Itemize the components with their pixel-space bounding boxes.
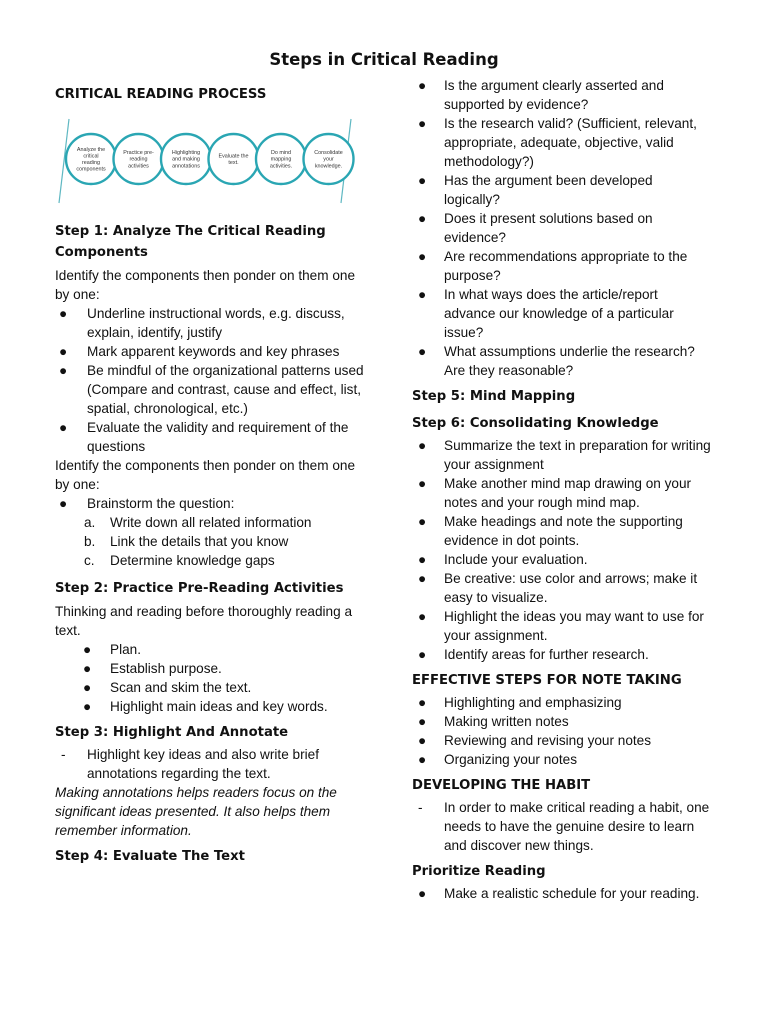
list-item [412,76,712,114]
bullet-text: Reviewing and revising your notes [444,733,652,748]
bullet-icon: ● [418,287,427,302]
step2-intro: Thinking and reading before thoroughly reading a text. [55,604,353,638]
bullet-text: Be creative: use color and arrows; make it easy to visualize. [444,571,698,605]
step-circle-label: reading [82,160,100,166]
process-diagram [55,115,355,207]
bullet-icon: ● [83,699,92,714]
sub-list-item [55,551,365,570]
list-item [412,607,712,645]
dash-marker: - [61,747,66,762]
bullet-icon: ● [418,733,427,748]
page-title: Steps in Critical Reading [269,50,499,69]
list-item [55,659,365,678]
bullet-text: Brainstorm the question: [87,496,235,511]
bullet-icon: ● [418,886,427,901]
list-item [412,512,712,550]
list-item [412,285,712,342]
step-circle-label: and making [172,156,200,163]
bullet-text: Is the argument clearly asserted and supported by evidence? [444,78,664,112]
bullet-text: In what ways does the article/report advance our knowledge of a particular issue? [444,287,674,340]
step4-bullet-list [412,76,712,380]
step-circle-label: Analyze the [76,146,106,153]
list-item [412,114,712,171]
right-column [412,76,712,903]
bullet-text: Organizing your notes [444,752,577,767]
step6-bullet-list [412,436,712,664]
sub-list-item [55,513,365,532]
bullet-text: Be mindful of the organizational patterns used (Compare and contrast, cause and effect, list, spatial, chronological, etc.) [87,363,364,416]
step3-heading: Step 3: Highlight And Annotate [55,725,289,740]
bullet-text: Is the research valid? (Sufficient, relevant, appropriate, adequate, objective, valid methodology?) [444,116,697,169]
list-item [412,247,712,285]
step-circle-label: reading [129,156,148,163]
list-item [412,731,712,750]
bullet-text: Plan. [110,642,141,657]
step2-bullet-list [55,640,365,716]
list-item [55,418,365,456]
step1-intro-2: Identify the components then ponder on them one by one: [55,458,356,492]
step-circle-label: Highlighting [171,150,201,157]
list-item [55,342,365,361]
bullet-text: Make a realistic schedule for your reading. [444,886,700,901]
bullet-icon: ● [83,680,92,695]
list-item [412,474,712,512]
step2-heading: Step 2: Practice Pre-Reading Activities [55,581,344,596]
list-item [55,494,365,513]
bullet-text: Evaluate the validity and requirement of the questions [87,420,349,454]
sub-list-marker: b. [84,534,96,549]
bullet-text: Make headings and note the supporting evidence in dot points. [444,514,683,548]
bullet-text: Identify areas for further research. [444,647,649,662]
bullet-icon: ● [83,661,92,676]
sub-list-text: Link the details that you know [110,534,289,549]
step1-sub-list [55,513,365,570]
bullet-text: Summarize the text in preparation for writing your assignment [444,438,711,472]
sub-list-text: Determine knowledge gaps [110,553,275,568]
step6-heading: Step 6: Consolidating Knowledge [412,416,659,431]
list-item [412,798,712,855]
list-item [55,361,365,418]
bullet-text: Highlight main ideas and key words. [110,699,328,714]
process-diagram-svg [55,115,355,207]
step1-intro: Identify the components then ponder on them one by one: [55,268,356,302]
bullet-text: Mark apparent keywords and key phrases [87,344,340,359]
bullet-text: Establish purpose. [110,661,222,676]
bullet-text: Underline instructional words, e.g. discuss, explain, identify, justify [87,306,345,340]
list-item [412,569,712,607]
step5-heading: Step 5: Mind Mapping [412,389,576,404]
bullet-icon: ● [418,552,427,567]
prioritize-bullet-list [412,884,712,903]
bullet-icon: ● [418,695,427,710]
list-item [55,640,365,659]
sub-list-item [55,532,365,551]
list-item [55,745,365,783]
bullet-text: Highlight the ideas you may want to use for your assignment. [444,609,704,643]
bullet-icon: ● [59,306,68,321]
list-item [55,678,365,697]
bullet-icon: ● [418,249,427,264]
bullet-icon: ● [418,78,427,93]
step4-heading: Step 4: Evaluate The Text [55,849,245,864]
prioritize-heading: Prioritize Reading [412,864,546,879]
step-circle-label: mapping [270,156,292,163]
step-circle-label: components [76,166,106,173]
bullet-icon: ● [59,496,68,511]
list-item [412,884,712,903]
sub-list-marker: c. [84,553,95,568]
step3-italic-note: Making annotations helps readers focus on the significant ideas presented. It also helps them remember information. [55,785,337,838]
bullet-text: Making written notes [444,714,569,729]
bullet-icon: ● [418,571,427,586]
step-circle-label: annotations [172,163,200,170]
bullet-icon: ● [418,514,427,529]
list-item [55,697,365,716]
step-circle-label: critical [83,153,99,160]
bullet-text: Include your evaluation. [444,552,588,567]
bullet-icon: ● [418,476,427,491]
step1-heading: Step 1: Analyze The Critical Reading Components [55,224,326,260]
step-circle-label: activities [128,163,149,170]
bullet-text: Scan and skim the text. [110,680,252,695]
bullet-icon: ● [418,211,427,226]
list-item [412,693,712,712]
step-circle-label: activities. [269,163,293,170]
bullet-text: What assumptions underlie the research? Are they reasonable? [444,344,695,378]
bullet-text: Highlighting and emphasizing [444,695,622,710]
list-item [55,304,365,342]
step-circle-label: Practice pre- [123,150,154,157]
step-circle-label: knowledge. [314,163,343,170]
bullet-icon: ● [418,752,427,767]
habit-heading: DEVELOPING THE HABIT [412,778,591,793]
step-circle-label: your [323,156,334,163]
bullet-text: Has the argument been developed logically? [444,173,653,207]
bullet-icon: ● [418,714,427,729]
dash-text: In order to make critical reading a habit, one needs to have the genuine desire to learn and discover new things. [444,800,710,853]
bullet-text: Make another mind map drawing on your notes and your rough mind map. [444,476,692,510]
bullet-text: Are recommendations appropriate to the purpose? [444,249,688,283]
dash-text: Highlight key ideas and also write brief annotations regarding the text. [87,747,319,781]
bullet-icon: ● [418,609,427,624]
list-item [412,342,712,380]
bullet-icon: ● [59,363,68,378]
sub-list-text: Write down all related information [110,515,312,530]
bullet-text: Does it present solutions based on evidence? [444,211,653,245]
bullet-icon: ● [59,344,68,359]
list-item [412,436,712,474]
step-circle-label: text. [228,160,239,166]
process-heading: CRITICAL READING PROCESS [55,87,267,102]
list-item [412,209,712,247]
dash-marker: - [418,800,423,815]
sub-list-marker: a. [84,515,96,530]
bullet-icon: ● [418,344,427,359]
list-item [412,171,712,209]
step1-bullet-list [55,304,365,456]
bullet-icon: ● [418,647,427,662]
notes-heading: EFFECTIVE STEPS FOR NOTE TAKING [412,673,682,688]
list-item [412,750,712,769]
bullet-icon: ● [83,642,92,657]
left-column [55,80,365,867]
step-circle-label: Consolidate [314,150,343,157]
diagram-step-6 [304,134,354,184]
list-item [412,712,712,731]
step-circle-label: Do mind [270,150,292,157]
bullet-icon: ● [418,173,427,188]
bullet-icon: ● [59,420,68,435]
notes-bullet-list [412,693,712,769]
bullet-icon: ● [418,438,427,453]
step-circle-label: Evaluate the [218,153,249,160]
list-item [412,550,712,569]
list-item [412,645,712,664]
bullet-icon: ● [418,116,427,131]
